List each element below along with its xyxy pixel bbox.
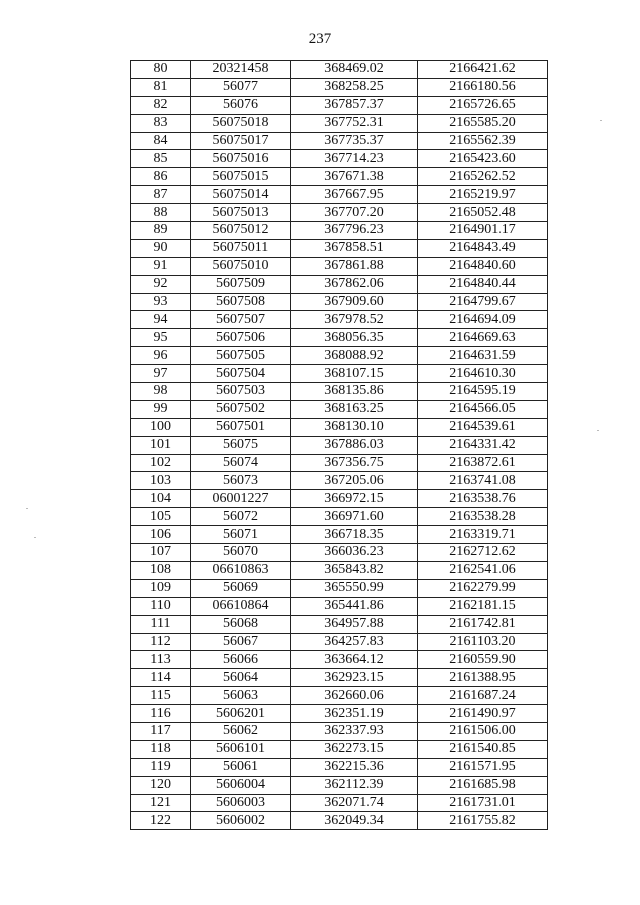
x-coordinate-cell: 367909.60: [291, 293, 418, 311]
x-coordinate-cell: 367356.75: [291, 454, 418, 472]
y-coordinate-cell: 2164840.44: [418, 275, 548, 293]
point-number-cell: 80: [131, 61, 191, 79]
y-coordinate-cell: 2161755.82: [418, 812, 548, 830]
y-coordinate-cell: 2166180.56: [418, 78, 548, 96]
table-row: [131, 311, 548, 329]
y-coordinate-cell: 2161742.81: [418, 615, 548, 633]
table-row: [131, 651, 548, 669]
point-id-cell: 56075016: [191, 150, 291, 168]
x-coordinate-cell: 362923.15: [291, 669, 418, 687]
point-number-cell: 103: [131, 472, 191, 490]
x-coordinate-cell: 367752.31: [291, 114, 418, 132]
y-coordinate-cell: 2165585.20: [418, 114, 548, 132]
point-number-cell: 86: [131, 168, 191, 186]
scan-speck: [597, 430, 599, 431]
y-coordinate-cell: 2166421.62: [418, 61, 548, 79]
table-row: [131, 472, 548, 490]
point-id-cell: 56066: [191, 651, 291, 669]
x-coordinate-cell: 367886.03: [291, 436, 418, 454]
point-id-cell: 56063: [191, 687, 291, 705]
point-id-cell: 56077: [191, 78, 291, 96]
point-id-cell: 56075018: [191, 114, 291, 132]
y-coordinate-cell: 2161731.01: [418, 794, 548, 812]
table-row: [131, 705, 548, 723]
point-number-cell: 113: [131, 651, 191, 669]
y-coordinate-cell: 2164610.30: [418, 365, 548, 383]
x-coordinate-cell: 367667.95: [291, 186, 418, 204]
x-coordinate-cell: 362049.34: [291, 812, 418, 830]
point-id-cell: 56075015: [191, 168, 291, 186]
table-row: [131, 812, 548, 830]
point-id-cell: 06001227: [191, 490, 291, 508]
y-coordinate-cell: 2165219.97: [418, 186, 548, 204]
x-coordinate-cell: 365441.86: [291, 597, 418, 615]
x-coordinate-cell: 367735.37: [291, 132, 418, 150]
table-row: [131, 275, 548, 293]
point-id-cell: 56061: [191, 758, 291, 776]
point-number-cell: 91: [131, 257, 191, 275]
point-number-cell: 118: [131, 740, 191, 758]
point-id-cell: 56075017: [191, 132, 291, 150]
x-coordinate-cell: 368163.25: [291, 400, 418, 418]
y-coordinate-cell: 2164595.19: [418, 383, 548, 401]
table-row: [131, 436, 548, 454]
point-id-cell: 56067: [191, 633, 291, 651]
x-coordinate-cell: 368088.92: [291, 347, 418, 365]
table-row: [131, 239, 548, 257]
y-coordinate-cell: 2164539.61: [418, 418, 548, 436]
point-number-cell: 119: [131, 758, 191, 776]
point-number-cell: 93: [131, 293, 191, 311]
y-coordinate-cell: 2165052.48: [418, 204, 548, 222]
table-row: [131, 186, 548, 204]
table-row: [131, 132, 548, 150]
table-row: [131, 544, 548, 562]
table-row: [131, 490, 548, 508]
table-row: [131, 114, 548, 132]
y-coordinate-cell: 2161571.95: [418, 758, 548, 776]
point-number-cell: 121: [131, 794, 191, 812]
x-coordinate-cell: 367978.52: [291, 311, 418, 329]
point-id-cell: 56073: [191, 472, 291, 490]
y-coordinate-cell: 2161540.85: [418, 740, 548, 758]
table-row: [131, 365, 548, 383]
point-id-cell: 5607509: [191, 275, 291, 293]
point-id-cell: 56075014: [191, 186, 291, 204]
point-number-cell: 102: [131, 454, 191, 472]
point-number-cell: 115: [131, 687, 191, 705]
point-number-cell: 84: [131, 132, 191, 150]
point-id-cell: 56069: [191, 579, 291, 597]
table-row: [131, 418, 548, 436]
y-coordinate-cell: 2164799.67: [418, 293, 548, 311]
x-coordinate-cell: 368469.02: [291, 61, 418, 79]
table-row: [131, 669, 548, 687]
point-number-cell: 97: [131, 365, 191, 383]
point-id-cell: 5607501: [191, 418, 291, 436]
x-coordinate-cell: 367205.06: [291, 472, 418, 490]
point-number-cell: 110: [131, 597, 191, 615]
y-coordinate-cell: 2161685.98: [418, 776, 548, 794]
point-id-cell: 56075011: [191, 239, 291, 257]
point-number-cell: 82: [131, 96, 191, 114]
x-coordinate-cell: 363664.12: [291, 651, 418, 669]
point-number-cell: 90: [131, 239, 191, 257]
x-coordinate-cell: 366972.15: [291, 490, 418, 508]
point-id-cell: 5607505: [191, 347, 291, 365]
table-row: [131, 383, 548, 401]
y-coordinate-cell: 2164566.05: [418, 400, 548, 418]
point-number-cell: 105: [131, 508, 191, 526]
y-coordinate-cell: 2162181.15: [418, 597, 548, 615]
x-coordinate-cell: 366971.60: [291, 508, 418, 526]
table-row: [131, 78, 548, 96]
table-row: [131, 561, 548, 579]
x-coordinate-cell: 365550.99: [291, 579, 418, 597]
point-id-cell: 56074: [191, 454, 291, 472]
x-coordinate-cell: 367858.51: [291, 239, 418, 257]
x-coordinate-cell: 368130.10: [291, 418, 418, 436]
point-id-cell: 06610863: [191, 561, 291, 579]
point-number-cell: 109: [131, 579, 191, 597]
y-coordinate-cell: 2165423.60: [418, 150, 548, 168]
table-row: [131, 776, 548, 794]
point-id-cell: 5607506: [191, 329, 291, 347]
table-row: [131, 597, 548, 615]
point-number-cell: 112: [131, 633, 191, 651]
y-coordinate-cell: 2160559.90: [418, 651, 548, 669]
x-coordinate-cell: 362273.15: [291, 740, 418, 758]
point-number-cell: 116: [131, 705, 191, 723]
point-number-cell: 83: [131, 114, 191, 132]
y-coordinate-cell: 2164669.63: [418, 329, 548, 347]
y-coordinate-cell: 2162712.62: [418, 544, 548, 562]
x-coordinate-cell: 362112.39: [291, 776, 418, 794]
y-coordinate-cell: 2164631.59: [418, 347, 548, 365]
table-row: [131, 454, 548, 472]
x-coordinate-cell: 367862.06: [291, 275, 418, 293]
table-row: [131, 579, 548, 597]
point-number-cell: 104: [131, 490, 191, 508]
table-row: [131, 526, 548, 544]
y-coordinate-cell: 2163538.28: [418, 508, 548, 526]
y-coordinate-cell: 2161103.20: [418, 633, 548, 651]
point-number-cell: 95: [131, 329, 191, 347]
y-coordinate-cell: 2162541.06: [418, 561, 548, 579]
point-number-cell: 88: [131, 204, 191, 222]
table-row: [131, 740, 548, 758]
point-id-cell: 5606004: [191, 776, 291, 794]
point-id-cell: 06610864: [191, 597, 291, 615]
y-coordinate-cell: 2164331.42: [418, 436, 548, 454]
table-row: [131, 508, 548, 526]
point-number-cell: 96: [131, 347, 191, 365]
point-id-cell: 56075013: [191, 204, 291, 222]
point-id-cell: 5607503: [191, 383, 291, 401]
point-number-cell: 92: [131, 275, 191, 293]
x-coordinate-cell: 368107.15: [291, 365, 418, 383]
y-coordinate-cell: 2163741.08: [418, 472, 548, 490]
y-coordinate-cell: 2161490.97: [418, 705, 548, 723]
table-row: [131, 257, 548, 275]
point-number-cell: 120: [131, 776, 191, 794]
y-coordinate-cell: 2161687.24: [418, 687, 548, 705]
y-coordinate-cell: 2163319.71: [418, 526, 548, 544]
y-coordinate-cell: 2164840.60: [418, 257, 548, 275]
point-number-cell: 111: [131, 615, 191, 633]
point-number-cell: 107: [131, 544, 191, 562]
table-row: [131, 687, 548, 705]
table-row: [131, 329, 548, 347]
point-id-cell: 5606101: [191, 740, 291, 758]
x-coordinate-cell: 367671.38: [291, 168, 418, 186]
table-row: [131, 168, 548, 186]
point-id-cell: 56072: [191, 508, 291, 526]
x-coordinate-cell: 364257.83: [291, 633, 418, 651]
point-number-cell: 114: [131, 669, 191, 687]
table-row: [131, 293, 548, 311]
x-coordinate-cell: 367857.37: [291, 96, 418, 114]
scan-speck: [34, 537, 36, 538]
point-number-cell: 106: [131, 526, 191, 544]
x-coordinate-cell: 362215.36: [291, 758, 418, 776]
y-coordinate-cell: 2165562.39: [418, 132, 548, 150]
x-coordinate-cell: 367861.88: [291, 257, 418, 275]
x-coordinate-cell: 364957.88: [291, 615, 418, 633]
point-id-cell: 56070: [191, 544, 291, 562]
table-row: [131, 204, 548, 222]
point-id-cell: 56076: [191, 96, 291, 114]
y-coordinate-cell: 2161506.00: [418, 722, 548, 740]
point-number-cell: 98: [131, 383, 191, 401]
point-id-cell: 5607504: [191, 365, 291, 383]
point-id-cell: 56068: [191, 615, 291, 633]
point-id-cell: 5606201: [191, 705, 291, 723]
table-row: [131, 615, 548, 633]
point-number-cell: 89: [131, 222, 191, 240]
point-id-cell: 20321458: [191, 61, 291, 79]
table-row: [131, 794, 548, 812]
point-id-cell: 56062: [191, 722, 291, 740]
scan-speck: [600, 120, 602, 121]
point-number-cell: 85: [131, 150, 191, 168]
x-coordinate-cell: 362351.19: [291, 705, 418, 723]
point-id-cell: 5606003: [191, 794, 291, 812]
point-number-cell: 81: [131, 78, 191, 96]
coordinates-table-body: [131, 61, 548, 830]
table-row: [131, 61, 548, 79]
point-number-cell: 87: [131, 186, 191, 204]
table-row: [131, 633, 548, 651]
table-row: [131, 400, 548, 418]
x-coordinate-cell: 366036.23: [291, 544, 418, 562]
table-row: [131, 347, 548, 365]
x-coordinate-cell: 362071.74: [291, 794, 418, 812]
coordinates-table: [130, 60, 548, 830]
point-number-cell: 94: [131, 311, 191, 329]
point-id-cell: 5607507: [191, 311, 291, 329]
x-coordinate-cell: 365843.82: [291, 561, 418, 579]
point-id-cell: 5606002: [191, 812, 291, 830]
point-number-cell: 100: [131, 418, 191, 436]
y-coordinate-cell: 2164843.49: [418, 239, 548, 257]
point-number-cell: 122: [131, 812, 191, 830]
point-number-cell: 117: [131, 722, 191, 740]
point-id-cell: 56075010: [191, 257, 291, 275]
y-coordinate-cell: 2162279.99: [418, 579, 548, 597]
y-coordinate-cell: 2164901.17: [418, 222, 548, 240]
x-coordinate-cell: 366718.35: [291, 526, 418, 544]
y-coordinate-cell: 2163538.76: [418, 490, 548, 508]
point-number-cell: 99: [131, 400, 191, 418]
x-coordinate-cell: 362660.06: [291, 687, 418, 705]
y-coordinate-cell: 2164694.09: [418, 311, 548, 329]
scan-speck: [26, 508, 28, 509]
point-id-cell: 5607502: [191, 400, 291, 418]
point-number-cell: 108: [131, 561, 191, 579]
x-coordinate-cell: 368135.86: [291, 383, 418, 401]
table-row: [131, 150, 548, 168]
point-id-cell: 56075012: [191, 222, 291, 240]
x-coordinate-cell: 367714.23: [291, 150, 418, 168]
x-coordinate-cell: 368056.35: [291, 329, 418, 347]
point-id-cell: 56075: [191, 436, 291, 454]
x-coordinate-cell: 367796.23: [291, 222, 418, 240]
x-coordinate-cell: 362337.93: [291, 722, 418, 740]
table-row: [131, 222, 548, 240]
x-coordinate-cell: 367707.20: [291, 204, 418, 222]
point-number-cell: 101: [131, 436, 191, 454]
point-id-cell: 5607508: [191, 293, 291, 311]
y-coordinate-cell: 2161388.95: [418, 669, 548, 687]
y-coordinate-cell: 2163872.61: [418, 454, 548, 472]
point-id-cell: 56064: [191, 669, 291, 687]
table-row: [131, 722, 548, 740]
point-id-cell: 56071: [191, 526, 291, 544]
y-coordinate-cell: 2165726.65: [418, 96, 548, 114]
y-coordinate-cell: 2165262.52: [418, 168, 548, 186]
page-number: 237: [308, 31, 332, 47]
table-row: [131, 758, 548, 776]
table-row: [131, 96, 548, 114]
x-coordinate-cell: 368258.25: [291, 78, 418, 96]
